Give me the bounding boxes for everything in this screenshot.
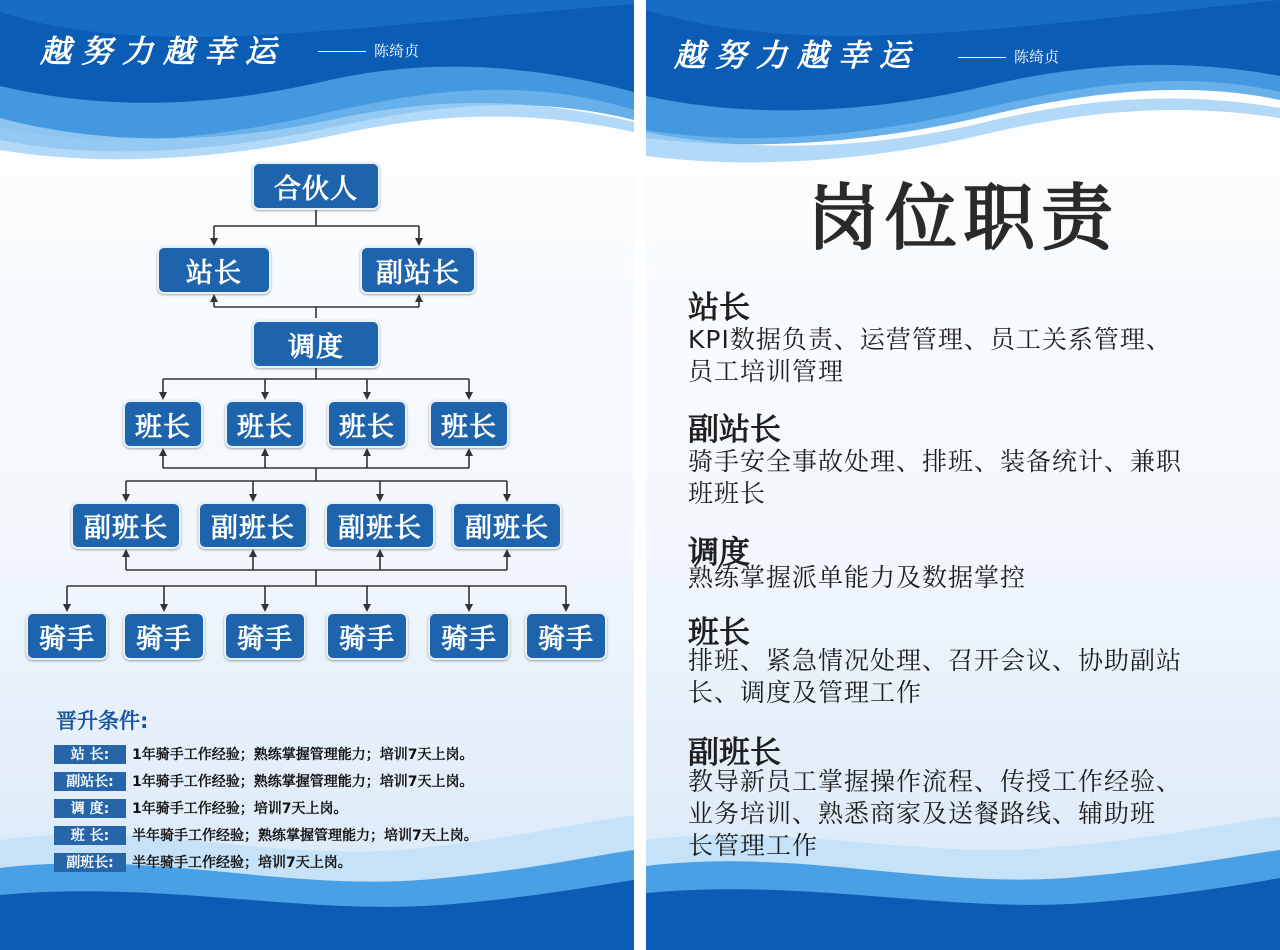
org-node-partner: 合伙人 [252,162,380,210]
org-node-team-leader: 班长 [429,400,509,448]
promotion-text: 1年骑手工作经验；熟练掌握管理能力；培训7天上岗。 [132,747,474,763]
signature-name: 陈绮贞 [374,42,420,60]
duty-description [688,562,1258,594]
duty-description [688,766,1258,862]
org-node-station-manager: 站长 [157,246,271,294]
org-node-team-leader: 班长 [327,400,407,448]
org-node-rider: 骑手 [326,612,408,660]
duty-role: 副站长 [688,412,781,448]
duty-description [688,324,1258,388]
promotion-row [54,771,473,791]
org-node-rider: 骑手 [26,612,108,660]
signature-name: 陈绮贞 [1014,48,1060,66]
org-node-deputy-team-leader: 副班长 [198,502,308,549]
right-poster [646,0,1280,950]
promotion-text: 半年骑手工作经验；培训7天上岗。 [132,855,352,871]
slogan: 越努力越幸运 [674,38,920,74]
duty-role: 副班长 [688,735,781,771]
duty-line: 排班、紧急情况处理、召开会议、协助副站 [688,646,1183,675]
org-node-rider: 骑手 [123,612,205,660]
promotion-row [54,798,347,818]
promotion-title: 晋升条件: [56,709,149,733]
promotion-label: 站 长: [54,745,126,764]
promotion-label: 副班长: [54,853,126,872]
promotion-text: 半年骑手工作经验；熟练掌握管理能力；培训7天上岗。 [132,828,478,844]
signature [958,46,1059,67]
org-node-deputy-team-leader: 副班长 [71,502,181,549]
duty-line: 教导新员工掌握操作流程、传授工作经验、 [688,767,1183,796]
promotion-label: 班 长: [54,826,126,845]
left-poster [0,0,634,950]
duty-line: 长、调度及管理工作 [688,678,923,707]
duty-role: 站长 [688,290,750,326]
org-node-rider: 骑手 [428,612,510,660]
signature-dash [958,57,1006,58]
duty-description [688,645,1258,709]
promotion-label: 调 度: [54,799,126,818]
page-title: 岗位职责 [806,176,1119,260]
promotion-text: 1年骑手工作经验；熟练掌握管理能力；培训7天上岗。 [132,774,474,790]
org-node-rider: 骑手 [525,612,607,660]
duty-line: 业务培训、熟悉商家及送餐路线、辅助班 [688,799,1157,828]
org-node-team-leader: 班长 [225,400,305,448]
duty-line: 骑手安全事故处理、排班、装备统计、兼职 [688,447,1183,476]
org-node-dispatcher: 调度 [252,320,380,368]
duty-line: 熟练掌握派单能力及数据掌控 [688,563,1027,592]
promotion-row [54,744,473,764]
promotion-row [54,852,352,872]
duty-description [688,446,1258,510]
promotion-text: 1年骑手工作经验；培训7天上岗。 [132,801,348,817]
duty-line: 长管理工作 [688,831,819,860]
promotion-row [54,825,478,845]
org-node-rider: 骑手 [224,612,306,660]
duty-line: KPI数据负责、运营管理、员工关系管理、 [688,325,1172,354]
org-node-deputy-station-manager: 副站长 [360,246,476,294]
slogan: 越努力越幸运 [40,34,286,70]
org-node-deputy-team-leader: 副班长 [325,502,435,549]
org-node-deputy-team-leader: 副班长 [452,502,562,549]
promotion-label: 副站长: [54,772,126,791]
duty-role: 班长 [688,615,750,651]
org-node-team-leader: 班长 [123,400,203,448]
duty-role: 调度 [688,535,750,571]
duty-line: 员工培训管理 [688,357,845,386]
duty-line: 班班长 [688,479,767,508]
